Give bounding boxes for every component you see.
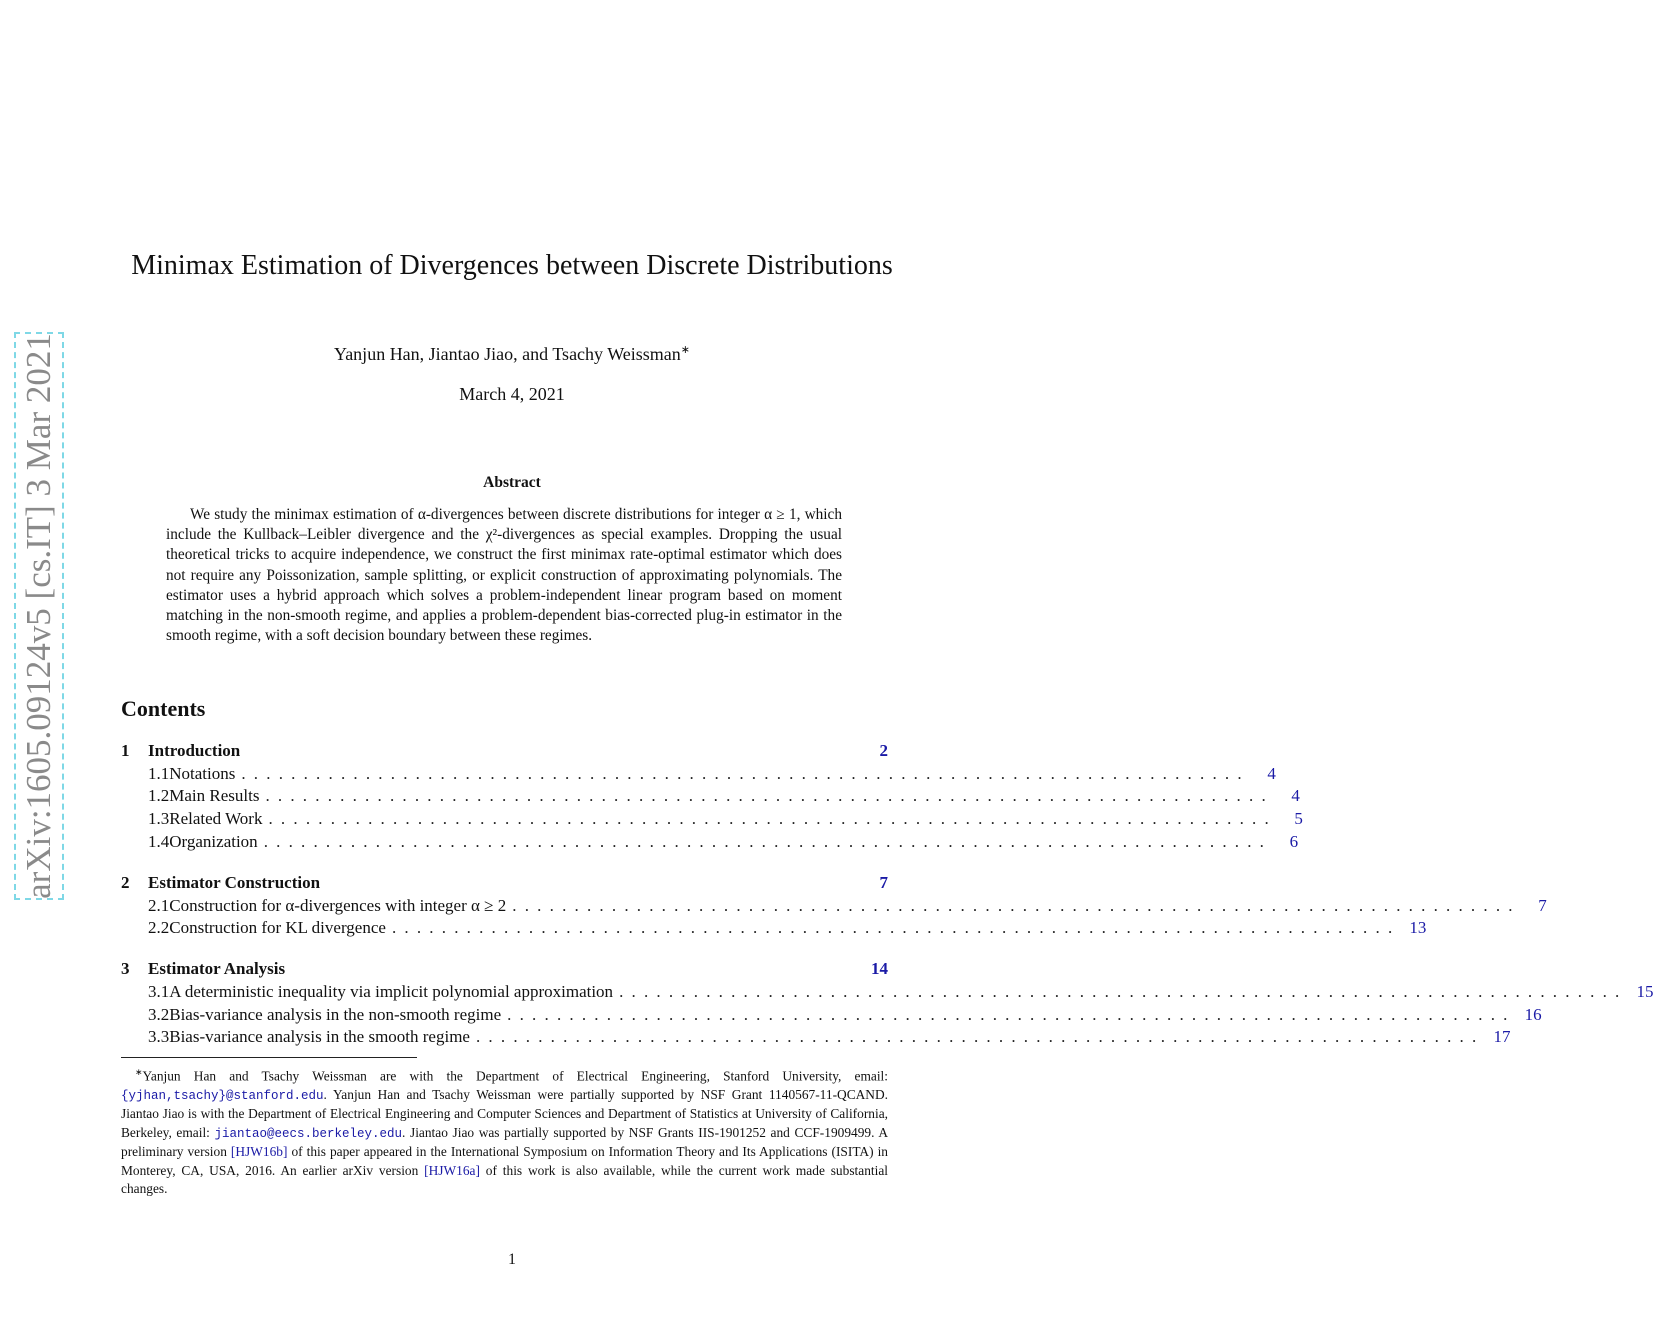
toc-leader: ................................................................................. (512, 896, 1521, 915)
toc-section-number: 1 (121, 741, 130, 760)
toc-subsection[interactable] (121, 1005, 1542, 1027)
footnote-mark: ∗ (135, 1067, 143, 1077)
toc-leader: ................................................................................. (268, 809, 1277, 828)
toc-page-link[interactable]: 6 (1289, 832, 1299, 851)
footnote (121, 1063, 888, 1198)
toc-section[interactable] (121, 741, 888, 763)
citation-link[interactable]: [HJW16a] (424, 1162, 480, 1178)
toc-subsection-title: Notations (169, 764, 236, 783)
toc-leader: ................................................................................. (507, 1005, 1516, 1024)
authors-footnote-mark: ∗ (680, 344, 690, 356)
toc-subsection[interactable] (121, 982, 1654, 1004)
footnote-text: . Yanjun Han and Tsachy Weissman were partially supported by NSF Grant 1140567-11-QCAND. Jiantao Jiao is with the Department of Electrical Engineering and Computer Sciences and Department of Statistics at University of California, Berkeley, email: (121, 1086, 888, 1140)
toc-leader: ................................................................................. (391, 918, 1401, 937)
toc-leader: ................................................................................. (619, 982, 1628, 1001)
toc-subsection-title: Related Work (169, 809, 263, 828)
toc-subsection-number: 3.1 (148, 982, 170, 1001)
toc-page-link[interactable]: 13 (1409, 918, 1427, 937)
toc-section[interactable] (121, 873, 888, 895)
toc-page-link[interactable]: 4 (1267, 764, 1276, 783)
toc-subsection[interactable] (121, 832, 1299, 854)
toc-subsection[interactable] (121, 918, 1427, 940)
toc-leader: ................................................................................. (263, 832, 1273, 851)
toc-subsection-number: 3.2 (148, 1005, 170, 1024)
toc-section-number: 3 (121, 959, 130, 978)
toc-subsection-number: 2.1 (148, 896, 170, 915)
toc-leader: ................................................................................. (241, 764, 1250, 783)
toc-page-link[interactable]: 5 (1294, 809, 1303, 828)
toc-page-link[interactable]: 7 (879, 873, 888, 892)
toc-subsection-title: Bias-variance analysis in the non-smooth regime (169, 1005, 502, 1024)
toc-page-link[interactable]: 17 (1493, 1027, 1511, 1046)
toc-subsection-number: 3.3 (148, 1027, 170, 1046)
toc-subsection-number: 1.2 (148, 786, 170, 805)
paper-date: March 4, 2021 (459, 384, 565, 404)
footnote-text: of this work is also available, while the current work made substantial changes. (121, 1162, 888, 1196)
arxiv-stamp-text: arXiv:1605.09124v5 [cs.IT] 3 Mar 2021 (19, 333, 58, 899)
toc-section[interactable] (121, 959, 888, 981)
toc-page-link[interactable]: 15 (1636, 982, 1654, 1001)
toc-subsection-title: A deterministic inequality via implicit polynomial approximation (169, 982, 614, 1001)
toc-subsection-title: Construction for KL divergence (169, 918, 386, 937)
toc-subsection[interactable] (121, 786, 1300, 808)
email-link[interactable]: jiantao@eecs.berkeley.edu (214, 1126, 403, 1141)
abstract-heading: Abstract (483, 474, 541, 491)
toc-subsection-title: Bias-variance analysis in the smooth regime (169, 1027, 470, 1046)
toc-subsection-number: 2.2 (148, 918, 170, 937)
paper-authors (0, 343, 1024, 365)
toc-leader: ................................................................................. (265, 786, 1274, 805)
toc-subsection[interactable] (121, 1027, 1511, 1049)
contents-heading: Contents (121, 696, 206, 721)
toc-page-link[interactable]: 16 (1524, 1005, 1542, 1024)
toc-leader: ................................................................................. (475, 1027, 1485, 1046)
toc-page-link[interactable]: 14 (871, 959, 888, 978)
toc-subsection-title: Construction for α-divergences with integer α ≥ 2 (169, 896, 507, 915)
abstract-body: We study the minimax estimation of α-divergences between discrete distributions for integer α ≥ 1, which include the Kullback–Leibler divergence and the χ²-divergences as special examples. Dropping the usual theoretical tricks to acquire independence, we construct the first minimax rate-optimal estimator which does not require any Poissonization, sample splitting, or explicit construction of approximating polynomials. The estimator uses a hybrid approach which solves a problem-independent linear program based on moment matching in the non-smooth regime, and applies a problem-dependent bias-corrected plug-in estimator in the smooth regime, with a soft decision boundary between these regimes. (166, 506, 842, 645)
toc-page-link[interactable]: 2 (879, 741, 888, 760)
toc-subsection-number: 1.4 (148, 832, 170, 851)
toc-section-title: Introduction (148, 741, 241, 760)
toc-subsection-number: 1.1 (148, 764, 170, 783)
toc-subsection-title: Main Results (169, 786, 260, 805)
toc-page-link[interactable]: 4 (1291, 786, 1300, 805)
footnote-rule (121, 1057, 417, 1058)
footnote-text: of this paper appeared in the International Symposium on Information Theory and Its Applications (ISITA) in Monterey, CA, USA, 2016. An earlier arXiv version (121, 1144, 888, 1178)
toc-subsection[interactable] (121, 809, 1303, 831)
toc-section-title: Estimator Analysis (148, 959, 286, 978)
toc-section-number: 2 (121, 873, 130, 892)
toc-subsection[interactable] (121, 896, 1547, 918)
footnote-text: Yanjun Han and Tsachy Weissman are with the Department of Electrical Engineering, Stanford University, email: (142, 1068, 888, 1084)
toc-subsection[interactable] (121, 764, 1276, 786)
authors-text: Yanjun Han, Jiantao Jiao, and Tsachy Weissman (334, 344, 681, 364)
paper-title: Minimax Estimation of Divergences between Discrete Distributions (131, 250, 893, 281)
footnote-text: . Jiantao Jiao was partially supported by NSF Grants IIS-1901252 and CCF-1909499. A preliminary version (121, 1124, 889, 1160)
citation-link[interactable]: [HJW16b] (230, 1144, 288, 1160)
email-link[interactable]: {yjhan,tsachy}@stanford.edu (121, 1088, 324, 1103)
toc-page-link[interactable]: 7 (1538, 896, 1547, 915)
arxiv-stamp (14, 332, 64, 900)
toc-subsection-number: 1.3 (148, 809, 170, 828)
toc-section-title: Estimator Construction (148, 873, 321, 892)
toc-subsection-title: Organization (169, 832, 258, 851)
page-number: 1 (508, 1251, 516, 1268)
